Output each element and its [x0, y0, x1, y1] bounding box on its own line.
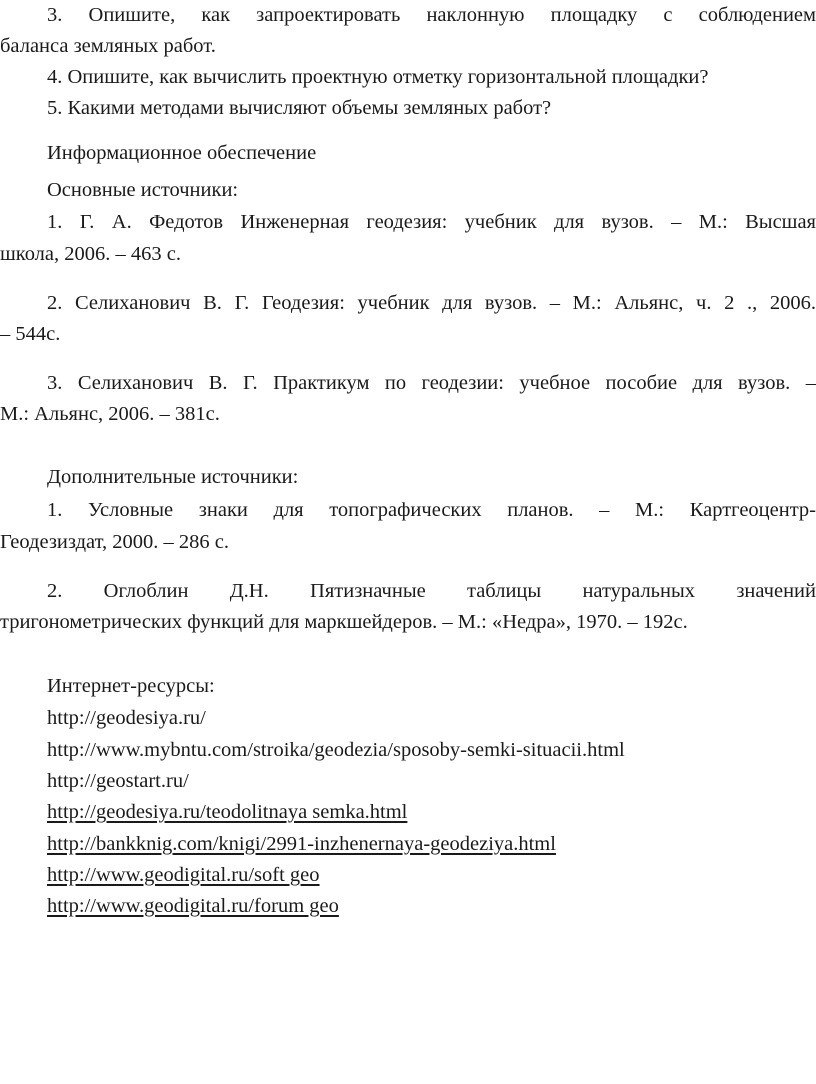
additional-source-2-line-1: 2. Оглоблин Д.Н. Пятизначные таблицы натуральных значений — [47, 580, 816, 602]
question-4: 4. Опишите, как вычислить проектную отметку горизонтальной площадки? — [47, 66, 709, 88]
question-5: 5. Какими методами вычисляют объемы земляных работ? — [47, 97, 552, 119]
main-source-2-line-1: 2. Селиханович В. Г. Геодезия: учебник для вузов. – М.: Альянс, ч. 2 ., 2006. — [47, 292, 816, 314]
internet-link-underlined[interactable]: http://bankknig.com/knigi/2991-inzhenernaya-geodeziya.html — [47, 833, 556, 855]
internet-link-underlined[interactable]: http://www.geodigital.ru/forum geo — [47, 895, 339, 917]
additional-source-1-line-1: 1. Условные знаки для топографических планов. – М.: Картгеоцентр- — [47, 499, 816, 521]
internet-link[interactable]: http://geodesiya.ru/ — [47, 707, 206, 729]
main-source-3-line-2: М.: Альянс, 2006. – 381с. — [0, 403, 220, 425]
main-source-2-line-2: – 544с. — [0, 323, 61, 345]
main-source-3-line-1: 3. Селиханович В. Г. Практикум по геодезии: учебное пособие для вузов. – — [47, 372, 816, 394]
internet-link[interactable]: http://geostart.ru/ — [47, 770, 189, 792]
internet-link-underlined[interactable]: http://geodesiya.ru/teodolitnaya semka.html — [47, 801, 408, 823]
additional-sources-heading: Дополнительные источники: — [47, 466, 299, 488]
internet-heading: Интернет-ресурсы: — [47, 675, 215, 697]
main-source-1-line-2: школа, 2006. – 463 с. — [0, 243, 181, 265]
question-3-line-1: 3. Опишите, как запроектировать наклонную площадку с соблюдением — [47, 4, 816, 26]
main-source-1-line-1: 1. Г. А. Федотов Инженерная геодезия: учебник для вузов. – М.: Высшая — [47, 211, 816, 233]
question-3-line-2: баланса земляных работ. — [0, 35, 216, 57]
additional-source-2-line-2: тригонометрических функций для маркшейдеров. – М.: «Недра», 1970. – 192с. — [0, 611, 688, 633]
info-heading: Информационное обеспечение — [47, 142, 317, 164]
additional-source-1-line-2: Геодезиздат, 2000. – 286 с. — [0, 531, 230, 553]
main-sources-heading: Основные источники: — [47, 179, 239, 201]
internet-link[interactable]: http://www.mybntu.com/stroika/geodezia/sposoby-semki-situacii.html — [47, 739, 625, 761]
internet-link-underlined[interactable]: http://www.geodigital.ru/soft geo — [47, 864, 320, 886]
